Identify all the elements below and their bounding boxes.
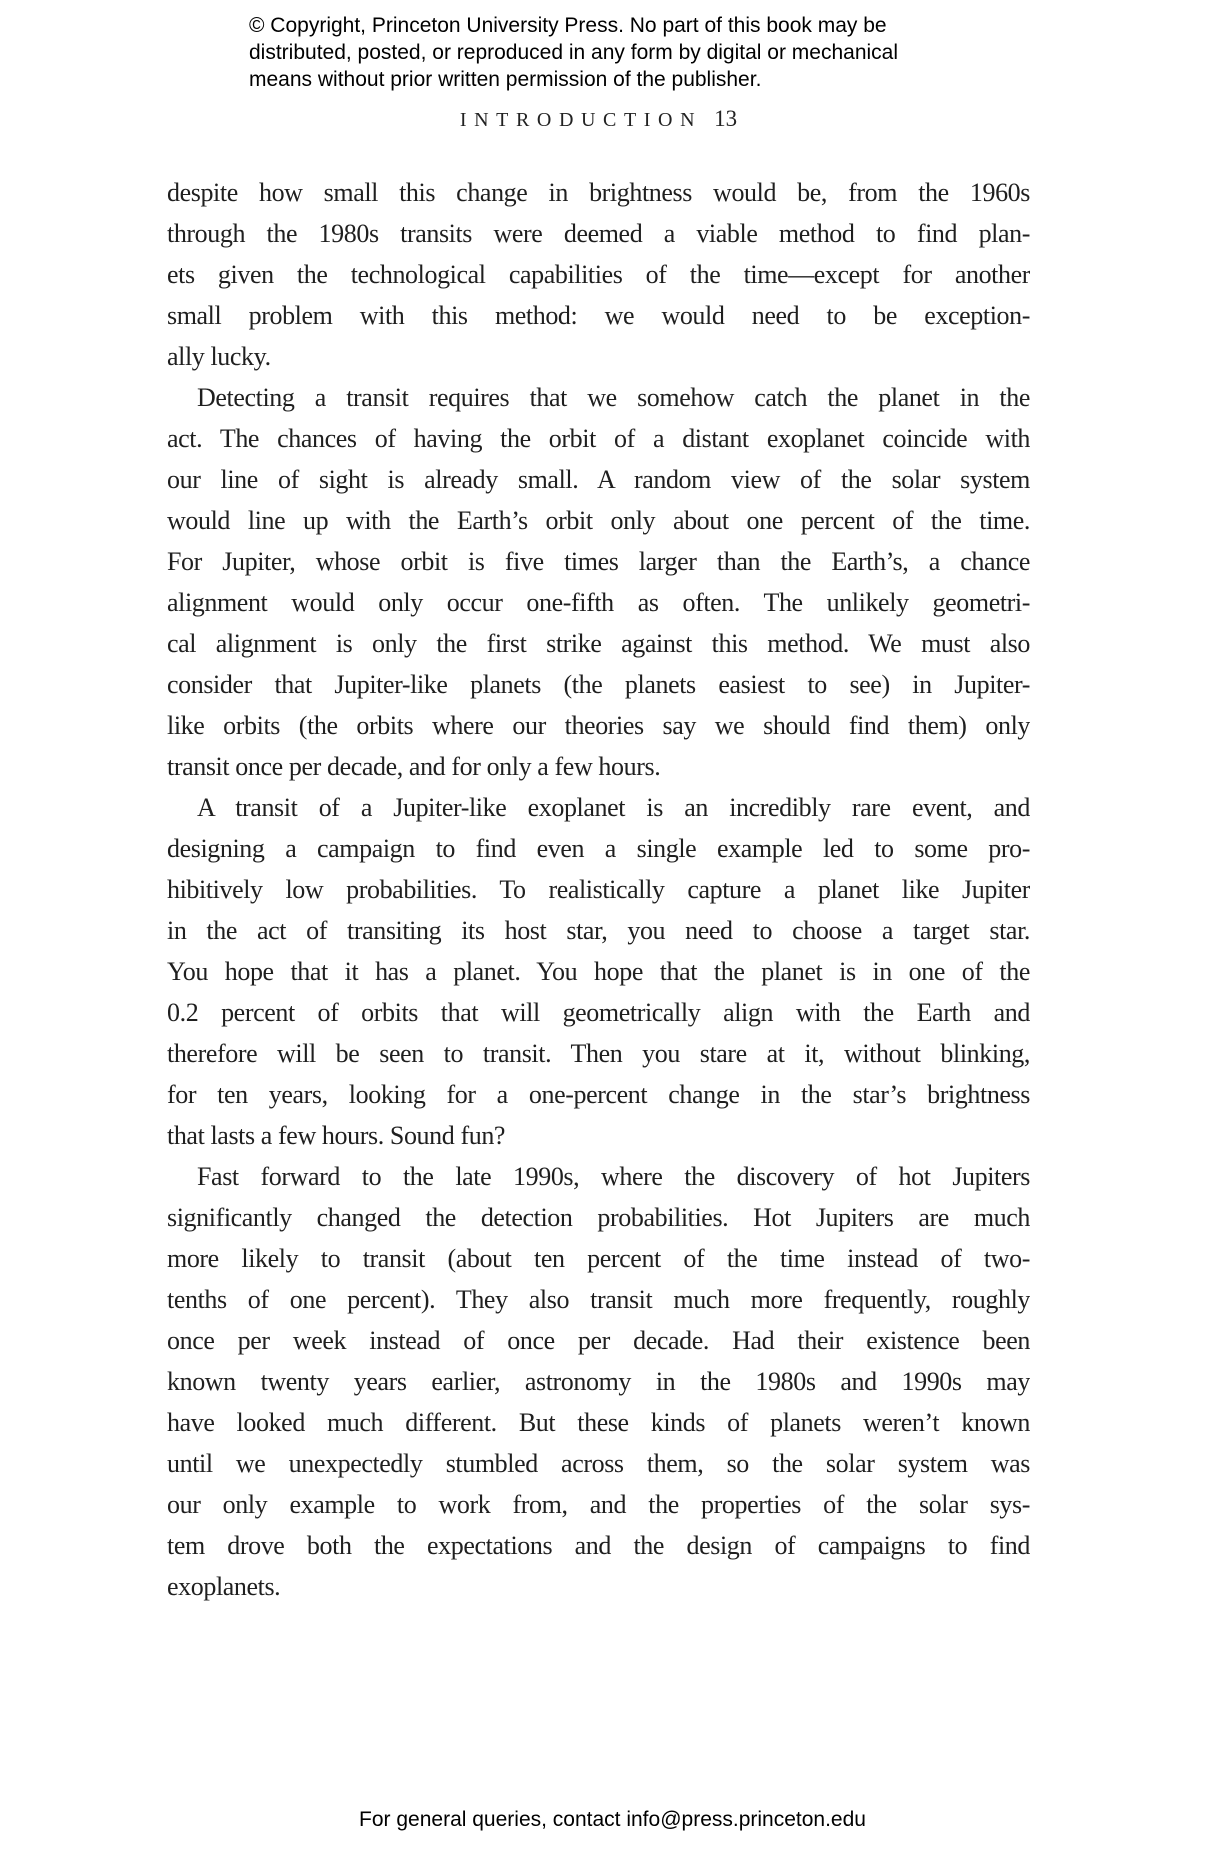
text-line: through the 1980s transits were deemed a viable method to find plan- <box>167 219 1030 248</box>
text-line: exoplanets. <box>167 1572 281 1601</box>
text-line: You hope that it has a planet. You hope that the planet is in one of the <box>167 957 1030 986</box>
text-line: tenths of one percent). They also transit much more frequently, roughly <box>167 1285 1030 1314</box>
text-line: have looked much different. But these kinds of planets weren’t known <box>167 1408 1030 1437</box>
text-line: transit once per decade, and for only a few hours. <box>167 752 661 781</box>
text-line: known twenty years earlier, astronomy in the 1980s and 1990s may <box>167 1367 1030 1396</box>
text-line: like orbits (the orbits where our theories say we should find them) only <box>167 711 1030 740</box>
running-head <box>167 106 1030 132</box>
text-line: for ten years, looking for a one-percent change in the star’s brightness <box>167 1080 1030 1109</box>
copyright-line: distributed, posted, or reproduced in any form by digital or mechanical <box>249 41 899 64</box>
text-line: significantly changed the detection probabilities. Hot Jupiters are much <box>167 1203 1030 1232</box>
text-line: cal alignment is only the first strike against this method. We must also <box>167 629 1030 658</box>
text-line: more likely to transit (about ten percent of the time instead of two- <box>167 1244 1030 1273</box>
text-line: our line of sight is already small. A random view of the solar system <box>167 465 1030 494</box>
footer <box>0 1808 1225 1832</box>
paragraph <box>167 377 1030 787</box>
text-line: tem drove both the expectations and the design of campaigns to find <box>167 1531 1030 1560</box>
text-line: therefore will be seen to transit. Then you stare at it, without blinking, <box>167 1039 1030 1068</box>
section-title: INTRODUCTION <box>459 109 703 131</box>
text-line: despite how small this change in brightness would be, from the 1960s <box>167 178 1030 207</box>
text-line: until we unexpectedly stumbled across them, so the solar system was <box>167 1449 1030 1478</box>
text-line: A transit of a Jupiter-like exoplanet is an incredibly rare event, and <box>197 793 1030 822</box>
text-line: that lasts a few hours. Sound fun? <box>167 1121 506 1150</box>
text-line: our only example to work from, and the properties of the solar sys- <box>167 1490 1030 1519</box>
text-line: in the act of transiting its host star, you need to choose a target star. <box>167 916 1030 945</box>
contact-line: For general queries, contact info@press.princeton.edu <box>359 1808 866 1831</box>
text-line: act. The chances of having the orbit of a distant exoplanet coincide with <box>167 424 1030 453</box>
text-line: hibitively low probabilities. To realistically capture a planet like Jupiter <box>167 875 1030 904</box>
paragraph <box>167 172 1030 377</box>
body-text <box>167 172 1030 1607</box>
text-line: would line up with the Earth’s orbit only about one percent of the time. <box>167 506 1030 535</box>
copyright-notice <box>249 12 898 93</box>
paragraph <box>167 787 1030 1156</box>
paragraph <box>167 1156 1030 1607</box>
page-number: 13 <box>714 106 738 131</box>
text-line: For Jupiter, whose orbit is five times larger than the Earth’s, a chance <box>167 547 1030 576</box>
text-line: Fast forward to the late 1990s, where the discovery of hot Jupiters <box>197 1162 1030 1191</box>
text-line: 0.2 percent of orbits that will geometrically align with the Earth and <box>167 998 1030 1027</box>
text-line: Detecting a transit requires that we somehow catch the planet in the <box>197 383 1030 412</box>
text-line: once per week instead of once per decade. Had their existence been <box>167 1326 1030 1355</box>
text-line: ets given the technological capabilities of the time—except for another <box>167 260 1030 289</box>
text-line: consider that Jupiter-like planets (the planets easiest to see) in Jupiter- <box>167 670 1030 699</box>
text-line: ally lucky. <box>167 342 271 371</box>
text-line: alignment would only occur one-fifth as often. The unlikely geometri- <box>167 588 1030 617</box>
copyright-line: means without prior written permission of the publisher. <box>249 68 762 91</box>
text-line: small problem with this method: we would need to be exception- <box>167 301 1030 330</box>
text-line: designing a campaign to find even a single example led to some pro- <box>167 834 1030 863</box>
copyright-line: © Copyright, Princeton University Press. No part of this book may be <box>249 14 887 37</box>
